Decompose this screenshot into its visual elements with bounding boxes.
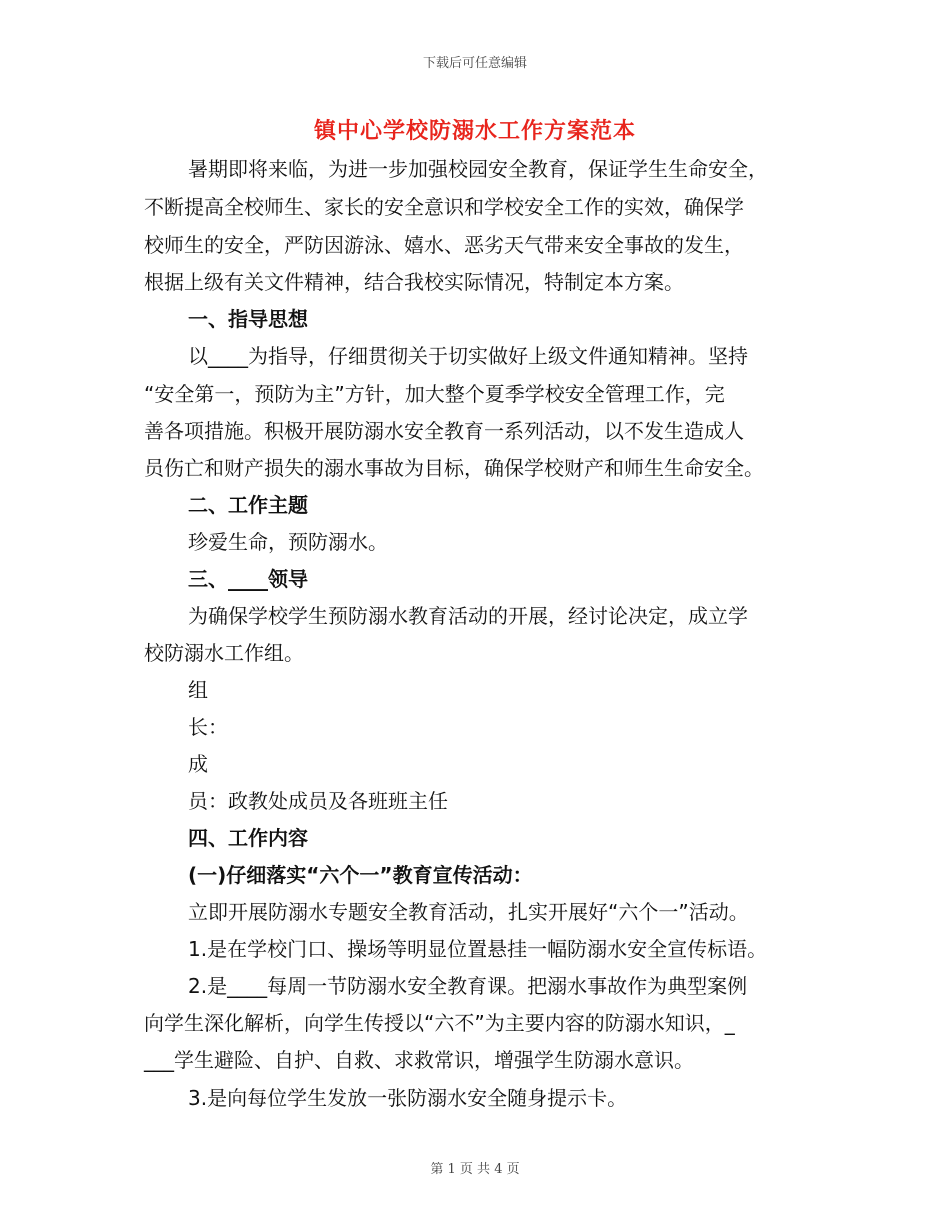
paragraph-line: ___学生避险、自护、自救、求救常识，增强学生防溺水意识。 bbox=[144, 1048, 694, 1072]
paragraph-line: 根据上级有关文件精神，结合我校实际情况，特制定本方案。 bbox=[144, 270, 684, 294]
paragraph-line: 善各项措施。积极开展防溺水安全教育一系列活动，以不发生造成人 bbox=[144, 419, 744, 443]
paragraph-line: 向学生深化解析，向学生传授以“六不”为主要内容的防溺水知识，_ bbox=[144, 1011, 735, 1035]
header-note: 下载后可任意编辑 bbox=[422, 56, 527, 71]
section-heading: 二、工作主题 bbox=[188, 493, 308, 517]
list-item: 1.是在学校门口、操场等明显位置悬挂一幅防溺水安全宣传标语。 bbox=[188, 937, 768, 961]
paragraph-line: 员伤亡和财产损失的溺水事故为目标，确保学校财产和师生生命安全。 bbox=[144, 456, 764, 480]
paragraph-line: 员：政教处成员及各班班主任 bbox=[188, 789, 448, 813]
paragraph-line: 以____为指导，仔细贯彻关于切实做好上级文件通知精神。坚持 bbox=[188, 344, 748, 368]
list-item: 2.是____每周一节防溺水安全教育课。把溺水事故作为典型案例 bbox=[188, 974, 748, 998]
paragraph-line: 暑期即将来临，为进一步加强校园安全教育，保证学生生命安全， bbox=[188, 157, 768, 181]
subsection-heading: (一)仔细落实“六个一”教育宣传活动： bbox=[188, 863, 533, 887]
paragraph-line: 长： bbox=[188, 715, 228, 739]
paragraph-line: “安全第一，预防为主”方针，加大整个夏季学校安全管理工作，完 bbox=[144, 382, 725, 406]
paragraph-line: 为确保学校学生预防溺水教育活动的开展，经讨论决定，成立学 bbox=[188, 604, 748, 628]
page-number: 第 1 页 共 4 页 bbox=[430, 1162, 520, 1177]
paragraph-line: 校防溺水工作组。 bbox=[144, 641, 304, 665]
paragraph-line: 珍爱生命，预防溺水。 bbox=[188, 530, 388, 554]
document-title: 镇中心学校防溺水工作方案范本 bbox=[313, 119, 636, 144]
paragraph-line: 组 bbox=[188, 678, 208, 702]
paragraph-line: 校师生的安全，严防因游泳、嬉水、恶劣天气带来安全事故的发生， bbox=[144, 233, 744, 257]
section-heading: 三、____领导 bbox=[188, 567, 308, 591]
section-heading: 四、工作内容 bbox=[188, 826, 308, 850]
paragraph-line: 不断提高全校师生、家长的安全意识和学校安全工作的实效，确保学 bbox=[144, 195, 744, 219]
paragraph-line: 立即开展防溺水专题安全教育活动，扎实开展好“六个一”活动。 bbox=[188, 900, 749, 924]
list-item: 3.是向每位学生发放一张防溺水安全随身提示卡。 bbox=[188, 1086, 628, 1110]
section-heading: 一、指导思想 bbox=[188, 307, 308, 331]
paragraph-line: 成 bbox=[188, 752, 208, 776]
